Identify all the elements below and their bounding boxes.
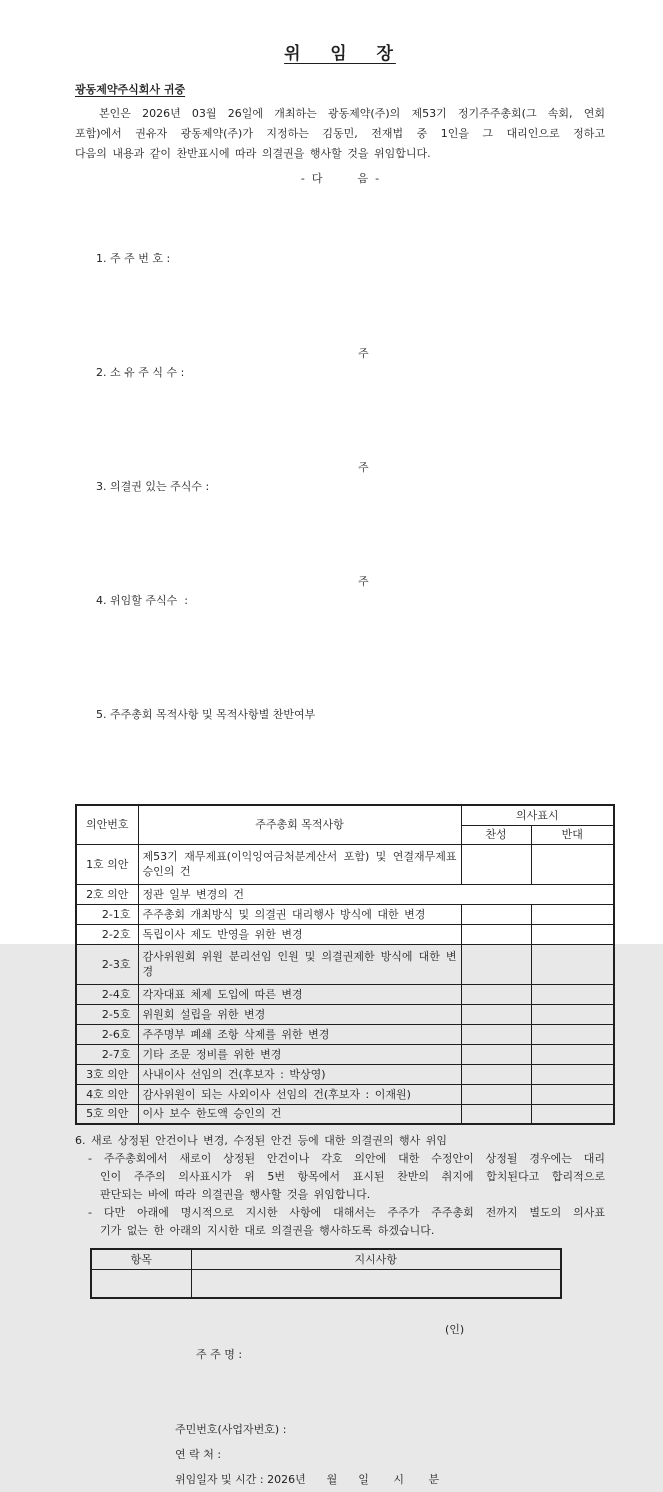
delegation-datetime-line: 위임일자 및 시간 : 2026년 월 일 시 분: [175, 1472, 440, 1486]
item-agenda-votes: [75, 686, 605, 762]
agenda-text-cell: 위원회 설립을 위한 변경: [138, 1004, 461, 1024]
vote-approve-cell: [461, 984, 531, 1004]
contact-line: 연 락 처 :: [175, 1447, 222, 1461]
intro-line: 본인은 2026년 03월 26일에 개최하는 광동제약(주)의 제53기 정기주주총회(그 속회, 연회: [99, 107, 605, 120]
agenda-row: [76, 1024, 614, 1044]
seal-mark: (인): [445, 1322, 465, 1336]
instruction-table-empty-row: [91, 1270, 561, 1298]
vote-approve-cell: [461, 1104, 531, 1124]
shareholder-name-label: 주 주 명 :: [195, 1347, 243, 1361]
agenda-text-cell: 주주총회 개최방식 및 의결권 대리행사 방식에 대한 변경: [138, 904, 461, 924]
item-label: 2. 소 유 주 식 수 :: [95, 366, 185, 379]
item-label: 5. 주주총회 목적사항 및 목적사항별 찬반여부: [95, 708, 316, 721]
vote-group-header: 의사표시: [461, 805, 614, 825]
vote-oppose-cell: [531, 1104, 614, 1124]
vote-oppose-cell: [531, 1024, 614, 1044]
agenda-text-cell: 사내이사 선임의 건(후보자 : 박상영): [138, 1064, 461, 1084]
agenda-text-cell: 각자대표 체제 도입에 따른 변경: [138, 984, 461, 1004]
id-number-line: 주민번호(사업자번호) :: [175, 1422, 287, 1436]
agenda-no-cell: 5호 의안: [76, 1104, 138, 1124]
agenda-no-cell: 4호 의안: [76, 1084, 138, 1104]
agenda-no-cell: 2-2호: [76, 924, 138, 944]
agenda-no-cell: 1호 의안: [76, 844, 138, 884]
agenda-row: [76, 984, 614, 1004]
numbered-items: [75, 192, 605, 800]
vote-oppose-cell: [531, 944, 614, 984]
section-6: [75, 1132, 605, 1240]
daum-header: - 다 음 -: [300, 172, 380, 185]
agenda-text-cell: 이사 보수 한도액 승인의 건: [138, 1104, 461, 1124]
section-6-heading: 6. 새로 상정된 안건이나 변경, 수정된 안건 등에 대한 의결권의 행사 위임: [75, 1134, 447, 1147]
agenda-table: [75, 804, 615, 1125]
vote-oppose-cell: [531, 904, 614, 924]
agenda-no-cell: 2호 의안: [76, 884, 138, 904]
agenda-text-cell: 기타 조문 정비를 위한 변경: [138, 1044, 461, 1064]
share-unit-label: 주: [358, 461, 369, 474]
instruction-table: [90, 1248, 562, 1299]
vote-approve-cell: [461, 1004, 531, 1024]
purpose-header: 주주총회 목적사항: [138, 805, 461, 844]
agenda-no-cell: 2-4호: [76, 984, 138, 1004]
item-owned-shares: [75, 344, 605, 420]
item-label: 1. 주 주 번 호 :: [95, 252, 171, 265]
intro-line: 다음의 내용과 같이 찬반표시에 따라 의결권을 행사할 것을 위임합니다.: [75, 147, 431, 160]
vote-approve-cell: [461, 924, 531, 944]
agenda-no-header: 의안번호: [76, 805, 138, 844]
section-6-bullet-line: 인이 주주의 의사표시가 위 5번 항목에서 표시된 찬반의 취지에 합치된다고 합리적으로: [100, 1170, 605, 1183]
document-title: 위 임 장: [284, 44, 396, 64]
vote-oppose-cell: [531, 844, 614, 884]
agenda-row: [76, 1064, 614, 1084]
section-6-bullet-line: - 다만 아래에 명시적으로 지시한 사항에 대해서는 주주가 주주총회 전까지 별도의 의사표: [88, 1206, 605, 1219]
item-label: 4. 위임할 주식수 :: [95, 594, 188, 607]
agenda-no-cell: 2-3호: [76, 944, 138, 984]
recipient-line: 광동제약주식회사 귀중: [75, 83, 186, 96]
vote-oppose-cell: [531, 924, 614, 944]
agenda-no-cell: 2-7호: [76, 1044, 138, 1064]
instruction-header: 지시사항: [191, 1249, 561, 1270]
approve-header: 찬성: [461, 825, 531, 844]
agenda-no-cell: 2-5호: [76, 1004, 138, 1024]
agenda-no-cell: 2-1호: [76, 904, 138, 924]
agenda-row: [76, 924, 614, 944]
item-header: 항목: [91, 1249, 191, 1270]
section-6-bullet-line: 판단되는 바에 따라 의결권을 행사할 것을 위임합니다.: [100, 1188, 371, 1201]
instruction-table-header-row: [91, 1249, 561, 1270]
agenda-row: [76, 844, 614, 884]
agenda-text-cell: 제53기 재무제표(이익잉여금처분계산서 포함) 및 연결재무제표 승인의 건: [138, 844, 461, 884]
agenda-text-cell: 감사위원회 위원 분리선임 인원 및 의결권제한 방식에 대한 변경: [138, 944, 461, 984]
agenda-no-cell: 2-6호: [76, 1024, 138, 1044]
agenda-row: [76, 904, 614, 924]
item-cell: [91, 1270, 191, 1298]
vote-approve-cell: [461, 944, 531, 984]
vote-approve-cell: [461, 1064, 531, 1084]
vote-approve-cell: [461, 1084, 531, 1104]
agenda-row: [76, 1004, 614, 1024]
instruction-cell: [191, 1270, 561, 1298]
agenda-text-cell: 독립이사 제도 반영을 위한 변경: [138, 924, 461, 944]
agenda-text-cell: 정관 일부 변경의 건: [138, 884, 614, 904]
vote-oppose-cell: [531, 1084, 614, 1104]
item-voting-shares: [75, 458, 605, 534]
agenda-text-cell: 감사위원이 되는 사외이사 선임의 건(후보자 : 이재원): [138, 1084, 461, 1104]
item-label: 3. 의결권 있는 주식수 :: [95, 480, 210, 493]
section-6-bullet-line: - 주주총회에서 새로이 상정된 안건이나 각호 의안에 대한 수정안이 상정될 경우에는 대리: [88, 1152, 605, 1165]
share-unit-label: 주: [358, 347, 369, 360]
vote-approve-cell: [461, 1044, 531, 1064]
vote-oppose-cell: [531, 1044, 614, 1064]
section-6-bullet-line: 기가 없는 한 아래의 지시한 대로 의결권을 행사하도록 하겠습니다.: [100, 1224, 435, 1237]
shareholder-name-line: [175, 1317, 605, 1417]
agenda-no-cell: 3호 의안: [76, 1064, 138, 1084]
item-delegated-shares: [75, 572, 605, 648]
agenda-row: [76, 1084, 614, 1104]
vote-oppose-cell: [531, 1064, 614, 1084]
intro-paragraph: [75, 104, 605, 164]
vote-oppose-cell: [531, 984, 614, 1004]
share-unit-label: 주: [358, 575, 369, 588]
signature-block: [175, 1317, 605, 1492]
vote-approve-cell: [461, 1024, 531, 1044]
vote-oppose-cell: [531, 1004, 614, 1024]
item-shareholder-number: [75, 230, 605, 306]
oppose-header: 반대: [531, 825, 614, 844]
agenda-text-cell: 주주명부 폐쇄 조항 삭제를 위한 변경: [138, 1024, 461, 1044]
agenda-row: [76, 884, 614, 904]
agenda-row: [76, 944, 614, 984]
vote-approve-cell: [461, 844, 531, 884]
intro-line: 포함)에서 권유자 광동제약(주)가 지정하는 김동민, 전재법 중 1인을 그 대리인으로 정하고: [75, 127, 605, 140]
agenda-table-header-row: [76, 805, 614, 825]
agenda-row: [76, 1104, 614, 1124]
agenda-row: [76, 1044, 614, 1064]
vote-approve-cell: [461, 904, 531, 924]
